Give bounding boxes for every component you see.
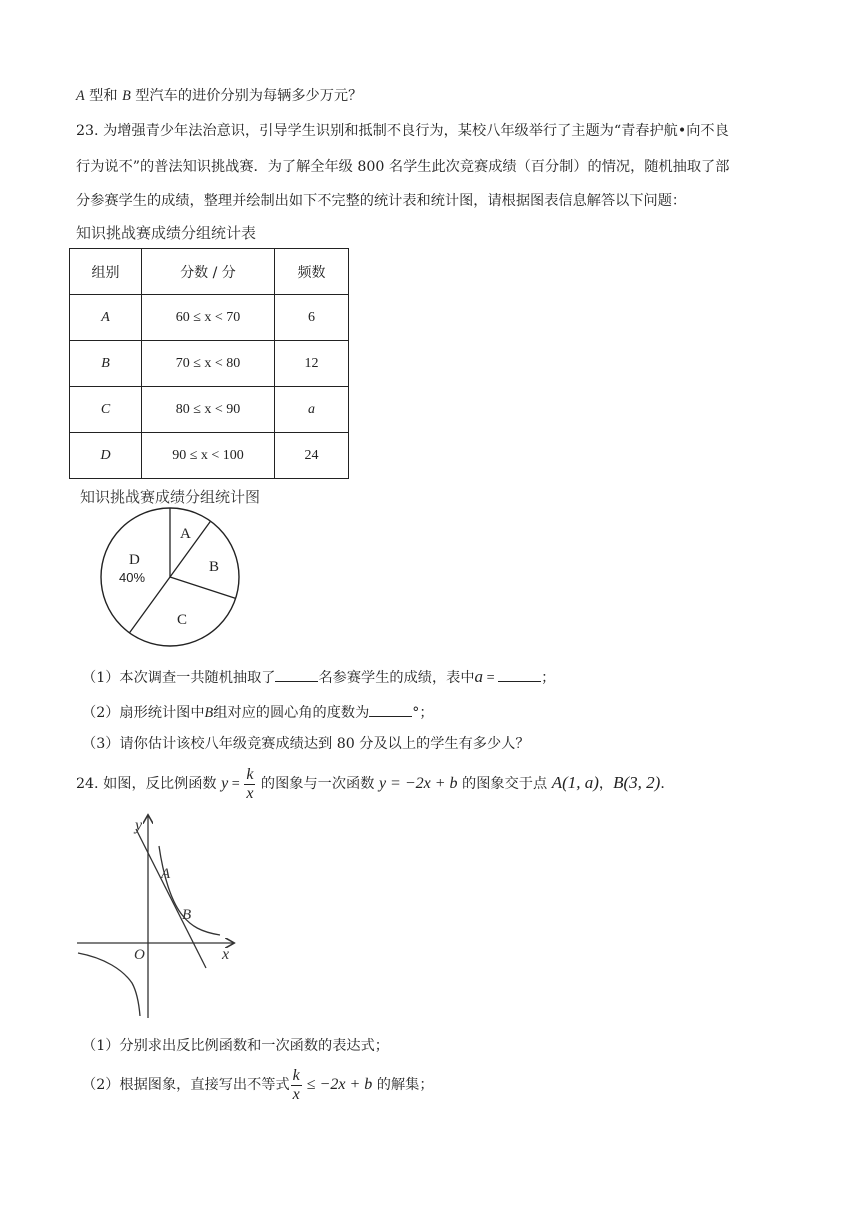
q24-stem: [76, 765, 675, 803]
inequality-rhs: ≤ −2x + b: [302, 1076, 373, 1093]
frequency-table: [69, 248, 349, 479]
table-row: [70, 387, 349, 433]
header-score: 分数 / 分: [142, 249, 275, 295]
text-segment: 的解集；: [372, 1077, 434, 1093]
cell-range: 60 ≤ x < 70: [142, 295, 275, 341]
var-y: y: [221, 775, 229, 792]
fraction-numerator: k: [292, 1066, 300, 1084]
text-segment: ；: [541, 670, 556, 686]
pie-chart: [98, 505, 243, 650]
table-row: [70, 341, 349, 387]
text-segment: （2）扇形统计图中: [82, 705, 205, 721]
pie-slice-boundary-d: [129, 577, 170, 633]
q24-sub2: [82, 1066, 434, 1104]
linear-line: [136, 829, 206, 968]
table-title: 知识挑战赛成绩分组统计表: [76, 224, 257, 242]
graph-point-b-label: B: [182, 907, 192, 923]
text-segment: （2）根据图象，直接写出不等式: [82, 1077, 290, 1093]
text-segment: =: [483, 670, 499, 686]
text-segment: 的图象交于点: [457, 776, 552, 792]
text-segment: 组对应的圆心角的度数为: [213, 705, 370, 721]
answer-blank[interactable]: [498, 666, 541, 682]
cell-group: B: [70, 341, 142, 387]
pie-label-a: A: [180, 526, 191, 542]
cell-group: C: [70, 387, 142, 433]
cell-range: 90 ≤ x < 100: [142, 433, 275, 479]
q23-line-2: 行为说不”的普法知识挑战赛．为了解全年级 800 名学生此次竞赛成绩（百分制）的情况，随机抽取了部: [76, 159, 730, 175]
point-b: B(3, 2): [613, 773, 661, 792]
text-segment: °；: [412, 705, 434, 721]
table-header-row: [70, 249, 349, 295]
cell-frequency: 12: [275, 341, 349, 387]
pie-label-d-percent: 40%: [119, 570, 146, 585]
fraction-denominator: x: [246, 784, 254, 802]
function-graph: [75, 812, 245, 1022]
cell-frequency: 6: [275, 295, 349, 341]
var-b: B: [204, 705, 214, 721]
pie-slice-boundary-c: [170, 577, 236, 598]
var-a: a: [474, 667, 484, 686]
fraction-denominator: x: [292, 1085, 300, 1103]
header-frequency: 频数: [275, 249, 349, 295]
q23-sub3: （3）请你估计该校八年级竞赛成绩达到 80 分及以上的学生有多少人？: [82, 736, 530, 752]
text-segment: =: [228, 776, 244, 792]
q23-sub2: [82, 701, 434, 723]
q23-line-3: 分参赛学生的成绩，整理并绘制出如下不完整的统计表和统计图，请根据图表信息解答以下问题：: [76, 193, 687, 209]
origin-label: O: [134, 947, 145, 963]
header-group: 组别: [70, 249, 142, 295]
cell-group: D: [70, 433, 142, 479]
q23-sub1: [82, 666, 555, 688]
cell-frequency: 24: [275, 433, 349, 479]
answer-blank[interactable]: [275, 666, 318, 682]
cell-range: 70 ≤ x < 80: [142, 341, 275, 387]
text-segment: 型汽车的进价分别为每辆多少万元？: [130, 88, 363, 104]
text-segment: ．: [660, 776, 675, 792]
table-row: [70, 295, 349, 341]
text-segment: ，: [598, 776, 614, 792]
text-segment: 名参赛学生的成绩，表中: [318, 670, 475, 686]
type-a-label: A: [76, 88, 85, 104]
point-a: A(1, a): [551, 773, 599, 792]
answer-blank[interactable]: [369, 701, 412, 717]
q23-line-1: 23. 为增强青少年法治意识，引导学生识别和抵制不良行为，某校八年级举行了主题为“青春护航•向不良: [76, 123, 729, 139]
hyperbola-branch-q3: [78, 953, 140, 1016]
linear-function: y = −2x + b: [378, 775, 458, 792]
text-segment: （1）本次调查一共随机抽取了: [82, 670, 276, 686]
cell-range: 80 ≤ x < 90: [142, 387, 275, 433]
table-row: [70, 433, 349, 479]
pie-label-c: C: [177, 612, 188, 628]
cell-group: A: [70, 295, 142, 341]
x-axis-label: x: [222, 946, 230, 963]
q24-sub1: （1）分别求出反比例函数和一次函数的表达式；: [82, 1038, 389, 1054]
text-segment: 型和: [84, 88, 123, 104]
cell-frequency: a: [275, 387, 349, 433]
text-segment: 24. 如图，反比例函数: [76, 776, 222, 792]
pie-label-d: D: [129, 552, 140, 568]
pie-label-b: B: [209, 559, 220, 575]
fraction-k-over-x: [291, 1067, 302, 1104]
graph-point-a-label: A: [161, 866, 171, 882]
fraction-numerator: k: [246, 765, 254, 783]
chart-title: 知识挑战赛成绩分组统计图: [80, 488, 261, 506]
text-segment: 的图象与一次函数: [256, 776, 379, 792]
fraction-k-over-x: [244, 766, 255, 803]
q22-question-tail: [76, 86, 362, 106]
type-b-label: B: [122, 88, 131, 104]
y-axis-label: y: [135, 817, 143, 834]
